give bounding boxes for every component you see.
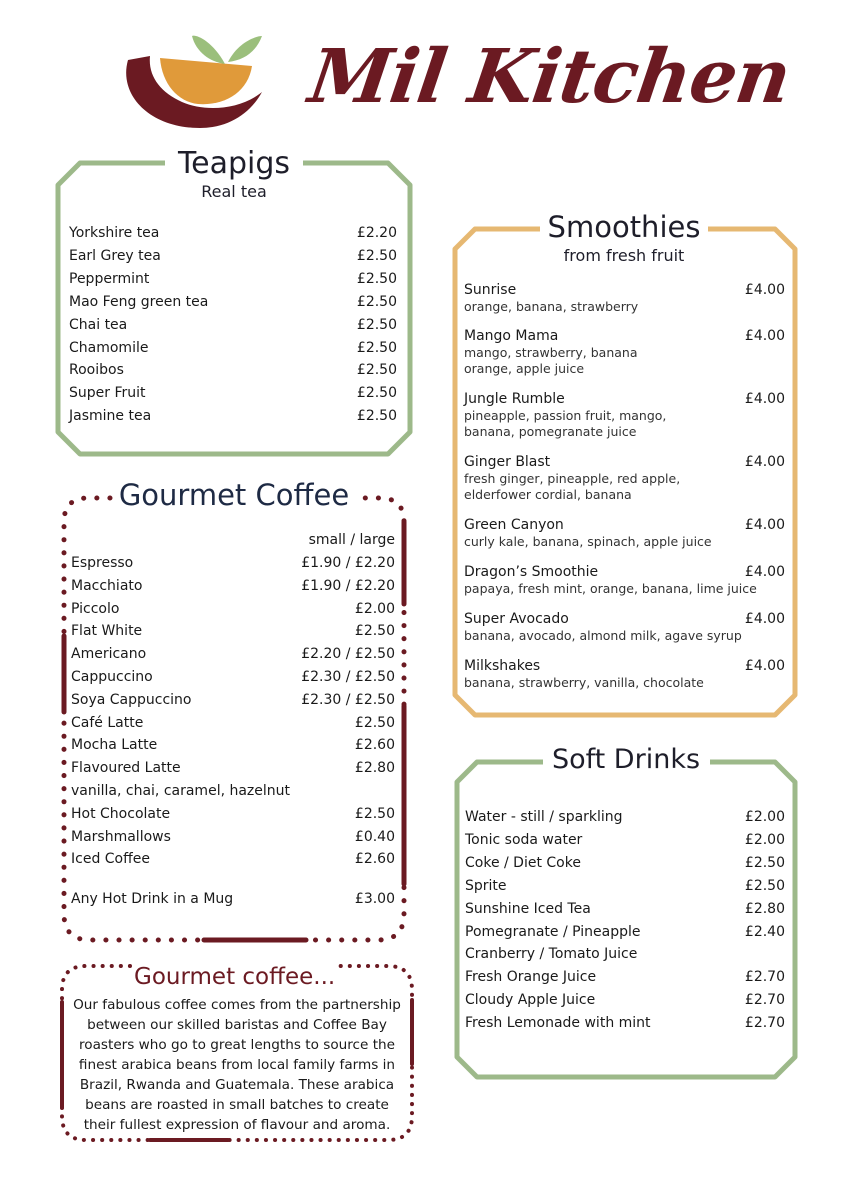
item-name: Fresh Lemonade with mint	[465, 1015, 651, 1032]
item-description: orange, banana, strawberry	[464, 299, 639, 314]
item-name: Jasmine tea	[69, 408, 152, 425]
item-price: £2.50	[354, 714, 395, 731]
item-price: £2.30 / £2.50	[301, 669, 395, 685]
item-price: £2.70	[744, 992, 785, 1009]
item-price: £2.70	[744, 969, 785, 986]
item-price: £4.00	[744, 391, 785, 407]
item-name: Chai tea	[69, 316, 128, 333]
item-name: Sunrise	[464, 282, 517, 298]
smoothie-item	[464, 517, 785, 550]
item-name: Espresso	[71, 555, 134, 571]
item-name: Cloudy Apple Juice	[465, 992, 596, 1009]
item-description: banana, avocado, almond milk, agave syrup	[464, 628, 742, 643]
item-price: £0.40	[354, 828, 395, 845]
item-name: Cappuccino	[71, 669, 153, 685]
teapigs-subtitle: Real tea	[201, 182, 267, 201]
item-price: £2.50	[356, 339, 397, 356]
item-name: Mao Feng green tea	[69, 293, 209, 310]
item-description: fresh ginger, pineapple, red apple, elderfower cordial, banana	[464, 471, 681, 502]
item-name: Milkshakes	[464, 658, 541, 674]
item-price: £2.20	[356, 225, 397, 241]
item-price: £2.50	[354, 805, 395, 822]
item-name: Dragon’s Smoothie	[464, 564, 599, 580]
item-price: £4.00	[744, 658, 785, 674]
about-title: Gourmet coffee...	[134, 964, 336, 990]
item-name: Sprite	[465, 877, 507, 894]
item-name: Ginger Blast	[464, 454, 551, 470]
item-price: £3.00	[354, 891, 395, 907]
item-name: Super Fruit	[69, 385, 146, 402]
item-name: Pomegranate / Pineapple	[465, 923, 641, 940]
item-price: £2.50	[744, 854, 785, 871]
about-text: Our fabulous coffee comes from the partnership between our skilled baristas and Coffee Bay roasters who go to great lengths to source the finest arabica beans from local family farms in Brazil, Rwanda and Guatemala. These arabica beans are roasted in small batches to create their fullest expression of flavour and aroma.	[73, 997, 401, 1133]
item-price: £1.90 / £2.20	[301, 555, 395, 571]
item-name: Jungle Rumble	[464, 391, 565, 407]
item-name: Iced Coffee	[71, 851, 150, 868]
item-name: Green Canyon	[464, 517, 564, 533]
brand-name: Mil Kitchen	[303, 34, 796, 120]
item-price: £2.50	[356, 362, 397, 379]
item-name: Café Latte	[71, 714, 144, 731]
item-description: papaya, fresh mint, orange, banana, lime juice	[464, 581, 757, 596]
item-name: Water - still / sparkling	[465, 809, 623, 825]
item-price: £2.00	[744, 809, 785, 825]
item-description: pineapple, passion fruit, mango, banana, pomegranate juice	[464, 408, 667, 439]
item-price: £2.50	[744, 877, 785, 894]
item-price: £2.50	[356, 408, 397, 425]
soft-drinks-title: Soft Drinks	[546, 744, 706, 775]
smoothies-title: Smoothies	[542, 210, 706, 244]
smoothie-item	[464, 611, 785, 644]
item-name: Chamomile	[69, 339, 149, 356]
item-price: £2.80	[744, 900, 785, 917]
item-price: £2.00	[354, 600, 395, 617]
smoothie-item	[464, 328, 785, 377]
smoothie-item	[464, 454, 785, 503]
item-name: Piccolo	[71, 600, 120, 617]
item-name: Any Hot Drink in a Mug	[71, 891, 234, 907]
item-price: £4.00	[744, 611, 785, 627]
item-price: £4.00	[744, 454, 785, 470]
teapigs-title: Teapigs	[168, 146, 300, 181]
bowl-logo-icon	[126, 36, 262, 128]
item-price: £2.50	[356, 247, 397, 264]
smoothie-item	[464, 658, 785, 691]
item-description: mango, strawberry, banana orange, apple juice	[464, 345, 638, 376]
item-price: £2.40	[744, 923, 785, 940]
item-name: Americano	[71, 646, 147, 663]
item-name: Yorkshire tea	[69, 225, 160, 241]
item-name: Flat White	[71, 623, 143, 640]
item-price: £2.60	[354, 737, 395, 754]
item-price: £4.00	[744, 517, 785, 533]
item-price: £4.00	[744, 328, 785, 344]
item-price: £2.20 / £2.50	[301, 646, 395, 663]
item-name: Tonic soda water	[465, 831, 583, 848]
item-price: £2.50	[356, 316, 397, 333]
item-price: £4.00	[744, 564, 785, 580]
item-price: £2.50	[354, 623, 395, 640]
coffee-title: Gourmet Coffee	[114, 478, 354, 512]
item-name: Hot Chocolate	[71, 805, 171, 822]
item-name: Flavoured Latte	[71, 760, 181, 777]
item-price: £2.60	[354, 851, 395, 868]
item-name: Super Avocado	[464, 611, 569, 627]
item-name: Peppermint	[69, 270, 150, 287]
item-name: Macchiato	[71, 577, 143, 594]
item-price: £2.50	[356, 293, 397, 310]
smoothie-item	[464, 564, 785, 597]
item-price: £1.90 / £2.20	[301, 577, 395, 594]
item-name: Mango Mama	[464, 328, 559, 344]
item-name: Soya Cappuccino	[71, 691, 192, 708]
item-name: Earl Grey tea	[69, 247, 161, 264]
smoothie-item	[464, 391, 785, 440]
item-price: £2.00	[744, 831, 785, 848]
item-description: curly kale, banana, spinach, apple juice	[464, 534, 712, 549]
item-price: £2.70	[744, 1015, 785, 1032]
item-name: Fresh Orange Juice	[465, 969, 597, 986]
item-name: vanilla, chai, caramel, hazelnut	[71, 783, 291, 799]
item-description: banana, strawberry, vanilla, chocolate	[464, 675, 704, 690]
item-price: £4.00	[744, 282, 785, 298]
item-name: Marshmallows	[71, 828, 171, 845]
item-price: £2.80	[354, 760, 395, 777]
smoothie-item	[464, 282, 785, 315]
item-name: Mocha Latte	[71, 737, 158, 754]
item-price: £2.30 / £2.50	[301, 691, 395, 708]
item-price: £2.50	[356, 270, 397, 287]
item-name: Cranberry / Tomato Juice	[465, 946, 638, 963]
item-price: £2.50	[356, 385, 397, 402]
smoothies-subtitle: from fresh fruit	[563, 246, 685, 265]
item-name: Sunshine Iced Tea	[465, 900, 591, 917]
item-name: Coke / Diet Coke	[465, 854, 581, 871]
item-name: Rooibos	[69, 362, 124, 379]
